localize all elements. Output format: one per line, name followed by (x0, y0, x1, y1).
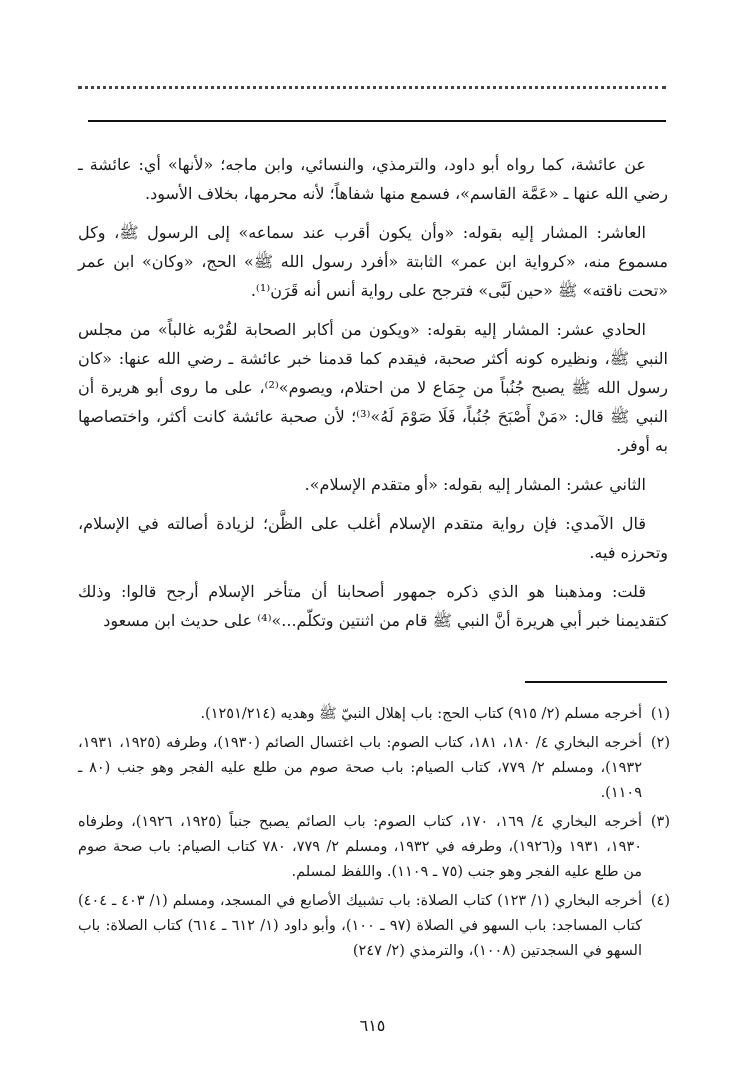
dotted-header-line (78, 86, 666, 89)
footnotes (78, 702, 670, 968)
footnote (78, 810, 670, 885)
footnote-number: (٣) (650, 814, 670, 830)
footnote-number: (١) (650, 706, 670, 722)
paragraph: قلت: ومذهبنا هو الذي ذكره جمهور أصحابنا أن متأخر الإسلام أرجح قالوا: وذلك كتقديمنا خبر أبي هريرة أنَّ النبي ﷺ قام من اثنتين وتكلّم...»⁽⁴⁾ على حديث ابن مسعود (78, 582, 668, 630)
footnote-number: (٤) (650, 893, 670, 909)
footnote-number: (٢) (650, 735, 670, 751)
main-text (78, 150, 668, 645)
footnote (78, 702, 670, 727)
footnote-text: أخرجه البخاري (١/ ١٢٣) كتاب الصلاة: باب تشبيك الأصابع في المسجد، ومسلم (١/ ٤٠٣ ـ ٤٠٤) كتاب المساجد: باب السهو في الصلاة (٩٧ ـ ١٠٠)، وأبو داود (١/ ٦١٢ ـ ٦١٤) كتاب الصلاة: باب السهو في السجدتين (١٠٠٨)، والترمذي (٢/ ٢٤٧) (78, 893, 643, 959)
footnote-text: أخرجه البخاري ٤/ ١٦٩، ١٧٠، كتاب الصوم: باب الصائم يصبح جنباً (١٩٢٥، ١٩٢٦)، وطرفاه ١٩٣٠، ١٩٣١ و(١٩٢٦)، وطرفه في ١٩٣٢، ومسلم ٢/ ٧٧٩، ٧٨٠ كتاب الصيام: باب صحة صوم من طلع عليه الفجر وهو جنب (٧٥ ـ ١١٠٩). واللفظ لمسلم. (78, 814, 643, 880)
page-number: ٦١٥ (359, 1016, 386, 1035)
footnote-text: أخرجه مسلم (٢/ ٩١٥) كتاب الحج: باب إهلال النبيّ ﷺ وهديه (١٢٥١/٢١٤). (200, 706, 642, 722)
footnote-text: أخرجه البخاري ٤/ ١٨٠، ١٨١، كتاب الصوم: باب اغتسال الصائم (١٩٣٠)، وطرفه (١٩٢٥، ١٩٣١، ١٩٣٢)، ومسلم ٢/ ٧٧٩، كتاب الصيام: باب صحة صوم من طلع عليه الفجر وهو جنب (٨٠ ـ ١١٠٩). (78, 735, 642, 801)
paragraph: قال الآمدي: فإن رواية متقدم الإسلام أغلب على الظَّن؛ لزيادة أصالته في الإسلام، وتحرزه فيه. (78, 514, 668, 562)
paragraph: الثاني عشر: المشار إليه بقوله: «أو متقدم الإسلام». (304, 475, 646, 494)
footnote (78, 731, 670, 806)
footnote (78, 889, 670, 964)
footnote-separator (525, 681, 667, 683)
paragraph: العاشر: المشار إليه بقوله: «وأن يكون أقرب عند سماعه» إلى الرسول ﷺ، وكل مسموع منه، «كرواية ابن عمر» الثابتة «أفرد رسول الله ﷺ» الحج، «وكان» ابن عمر «تحت ناقته» ﷺ «حين لَبَّى» فترجح على رواية أنس أنه قَرَن⁽¹⁾. (78, 223, 668, 300)
paragraph: عن عائشة، كما رواه أبو داود، والترمذي، والنسائي، وابن ماجه؛ «لأنها» أي: عائشة ـ رضي الله عنها ـ «عَمَّة القاسم»، فسمع منها شفاهاً؛ لأنه محرمها، بخلاف الأسود. (78, 155, 668, 203)
paragraph: الحادي عشر: المشار إليه بقوله: «ويكون من أكابر الصحابة لقُرْبه غالباً» من مجلس النبي ﷺ، ونظيره كونه أكثر صحبة، فيقدم كما قدمنا خبر عائشة ـ رضي الله عنها: «كان رسول الله ﷺ يصبح جُنُباً من جِمَاع لا من احتلام، ويصوم»⁽²⁾، على ما روى أبو هريرة أن النبي ﷺ قال: «مَنْ أَصْبَحَ جُنُباً، فَلَا صَوْمَ لَهُ»⁽³⁾؛ لأن صحبة عائشة كانت أكثر، واختصاصها به أوفر. (78, 320, 669, 455)
header-rule (88, 120, 666, 122)
